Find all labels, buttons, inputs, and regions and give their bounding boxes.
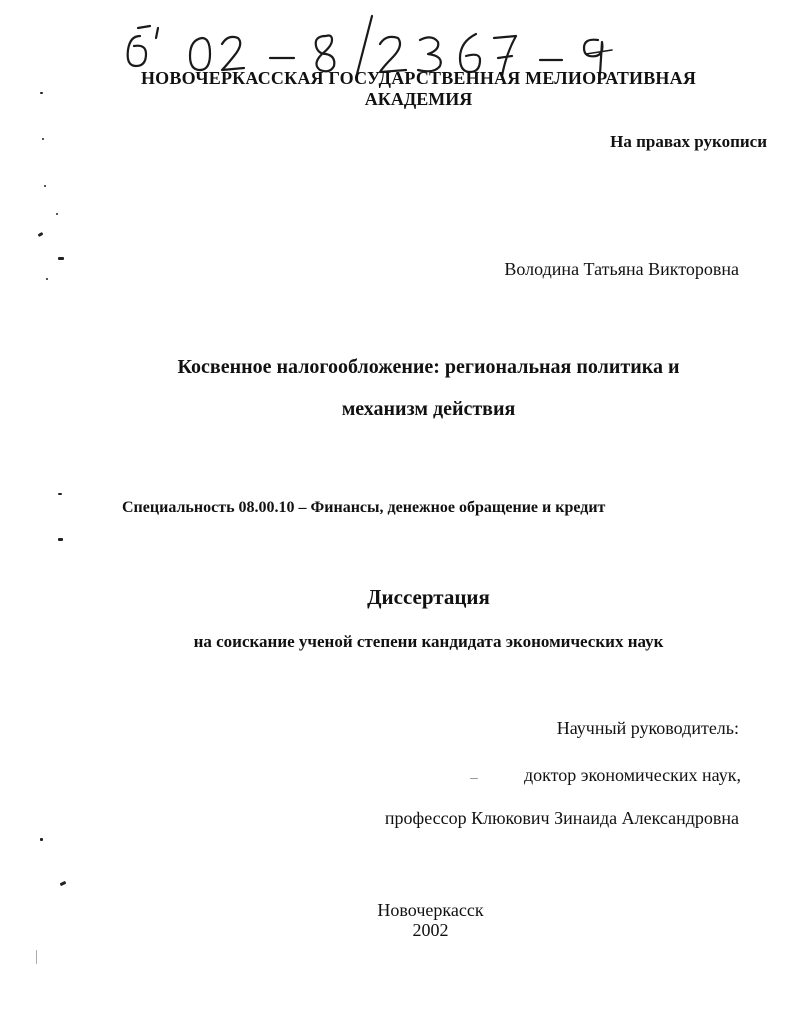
- dissertation-title-continued: механизм действия: [341, 398, 516, 420]
- institution-name-continued: АКАДЕМИЯ: [364, 89, 473, 109]
- scan-speck: [44, 185, 46, 187]
- scan-speck: [58, 538, 63, 541]
- scan-speck: [60, 881, 67, 886]
- scan-speck: [58, 493, 62, 495]
- advisor-degree: доктор экономических наук,: [524, 765, 741, 785]
- scan-speck: [36, 950, 37, 964]
- scan-speck: [58, 257, 64, 260]
- scan-speck: [56, 213, 58, 215]
- advisor-label: Научный руководитель:: [556, 718, 739, 738]
- scan-speck: [38, 232, 44, 237]
- dissertation-title: Косвенное налогообложение: региональная политика и: [177, 356, 680, 378]
- city: Новочеркасск: [377, 900, 484, 920]
- scan-speck: [46, 278, 48, 280]
- advisor-name: профессор Клюкович Зинаида Александровна: [384, 808, 739, 828]
- document-type-heading: Диссертация: [367, 585, 490, 609]
- manuscript-rights-note: На правах рукописи: [610, 132, 767, 151]
- scan-speck: [42, 138, 44, 140]
- scan-speck: [40, 838, 43, 841]
- institution-name: НОВОЧЕРКАССКАЯ ГОСУДАРСТВЕННАЯ МЕЛИОРАТИВНАЯ: [140, 68, 697, 88]
- scan-speck: [470, 778, 478, 779]
- year: 2002: [412, 920, 449, 940]
- scan-speck: [40, 92, 43, 94]
- author-name: Володина Татьяна Викторовна: [504, 259, 739, 279]
- specialty-line: Специальность 08.00.10 – Финансы, денежное обращение и кредит: [122, 499, 606, 516]
- degree-purpose: на соискание ученой степени кандидата экономических наук: [193, 632, 664, 651]
